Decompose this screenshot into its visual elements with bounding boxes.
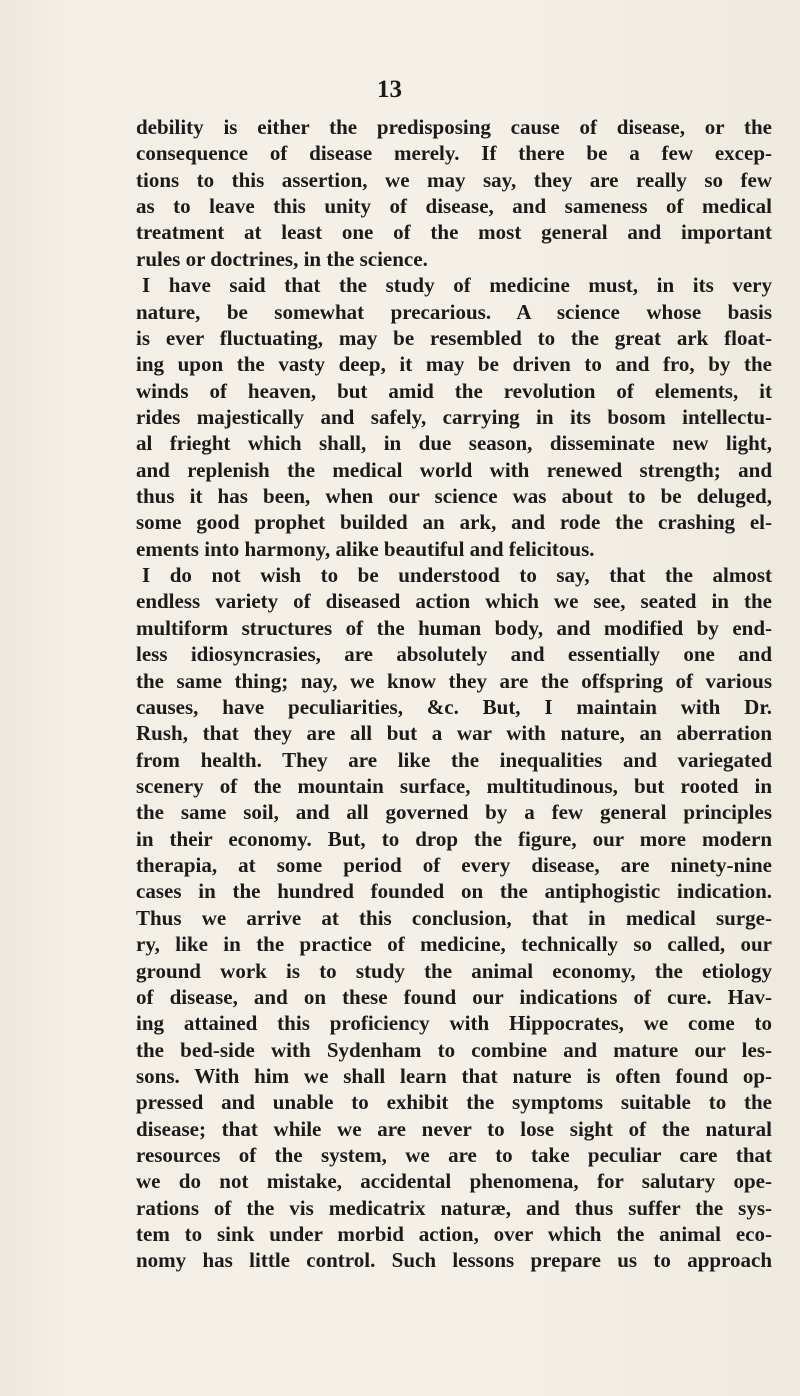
text-line: nomy has little control. Such lessons prepare us to approach — [136, 1248, 772, 1273]
text-line: ing upon the vasty deep, it may be driven to and fro, by the — [136, 352, 772, 377]
text-line: from health. They are like the inequalities and variegated — [136, 747, 772, 772]
text-line: rules or doctrines, in the science. — [136, 246, 428, 271]
text-line: nature, be somewhat precarious. A science whose basis — [136, 299, 772, 324]
text-line: sons. With him we shall learn that nature is often found op- — [136, 1063, 772, 1088]
text-line: rides majestically and safely, carrying in its bosom intellectu- — [136, 404, 772, 429]
text-line: tem to sink under morbid action, over which the animal eco- — [136, 1222, 772, 1247]
text-line: in their economy. But, to drop the figure, our more modern — [136, 826, 772, 851]
text-line: the same thing; nay, we know they are the offspring of various — [136, 668, 772, 693]
text-line: rations of the vis medicatrix naturæ, and thus suffer the sys- — [136, 1195, 772, 1220]
text-line: we do not mistake, accidental phenomena, for salutary ope- — [136, 1169, 772, 1194]
text-line: ing attained this proficiency with Hippocrates, we come to — [136, 1011, 772, 1036]
body-text — [136, 114, 772, 1274]
text-line: less idiosyncrasies, are absolutely and essentially one and — [136, 642, 772, 667]
text-line: treatment at least one of the most general and important — [136, 220, 772, 245]
text-line: endless variety of diseased action which we see, seated in the — [136, 589, 772, 614]
text-line: multiform structures of the human body, and modified by end- — [136, 615, 772, 640]
text-line: and replenish the medical world with renewed strength; and — [136, 457, 772, 482]
text-line: I do not wish to be understood to say, that the almost — [142, 563, 772, 588]
text-line: some good prophet builded an ark, and rode the crashing el- — [136, 510, 772, 535]
text-line: of disease, and on these found our indications of cure. Hav- — [136, 984, 772, 1009]
text-line: ements into harmony, alike beautiful and felicitous. — [136, 536, 595, 561]
text-line: debility is either the predisposing cause of disease, or the — [136, 115, 772, 139]
text-line: scenery of the mountain surface, multitudinous, but rooted in — [136, 773, 772, 798]
text-line: ground work is to study the animal economy, the etiology — [136, 958, 772, 983]
text-line: al frieght which shall, in due season, disseminate new light, — [136, 431, 772, 456]
text-line: cases in the hundred founded on the antiphogistic indication. — [136, 879, 772, 904]
text-line: consequence of disease merely. If there be a few excep- — [136, 141, 772, 166]
text-line: ry, like in the practice of medicine, technically so called, our — [136, 932, 772, 957]
text-line: resources of the system, we are to take peculiar care that — [136, 1143, 772, 1168]
text-line: is ever fluctuating, may be resembled to the great ark float- — [136, 325, 772, 350]
text-line: Rush, that they are all but a war with nature, an aberration — [136, 721, 772, 746]
text-line: disease; that while we are never to lose sight of the natural — [136, 1116, 772, 1141]
text-line: I have said that the study of medicine must, in its very — [142, 273, 772, 298]
text-line: causes, have peculiarities, &c. But, I maintain with Dr. — [136, 694, 772, 719]
text-line: the bed-side with Sydenham to combine and mature our les- — [136, 1037, 772, 1062]
text-line: winds of heaven, but amid the revolution of elements, it — [136, 378, 772, 403]
text-line: as to leave this unity of disease, and sameness of medical — [136, 194, 772, 219]
text-line: therapia, at some period of every disease, are ninety-nine — [136, 853, 772, 878]
text-line: thus it has been, when our science was about to be deluged, — [136, 484, 772, 509]
text-line: the same soil, and all governed by a few general principles — [136, 800, 772, 825]
text-line: Thus we arrive at this conclusion, that in medical surge- — [136, 905, 772, 930]
text-line: tions to this assertion, we may say, they are really so few — [136, 167, 772, 192]
page-number: 13 — [377, 76, 402, 103]
text-line: pressed and unable to exhibit the symptoms suitable to the — [136, 1090, 772, 1115]
